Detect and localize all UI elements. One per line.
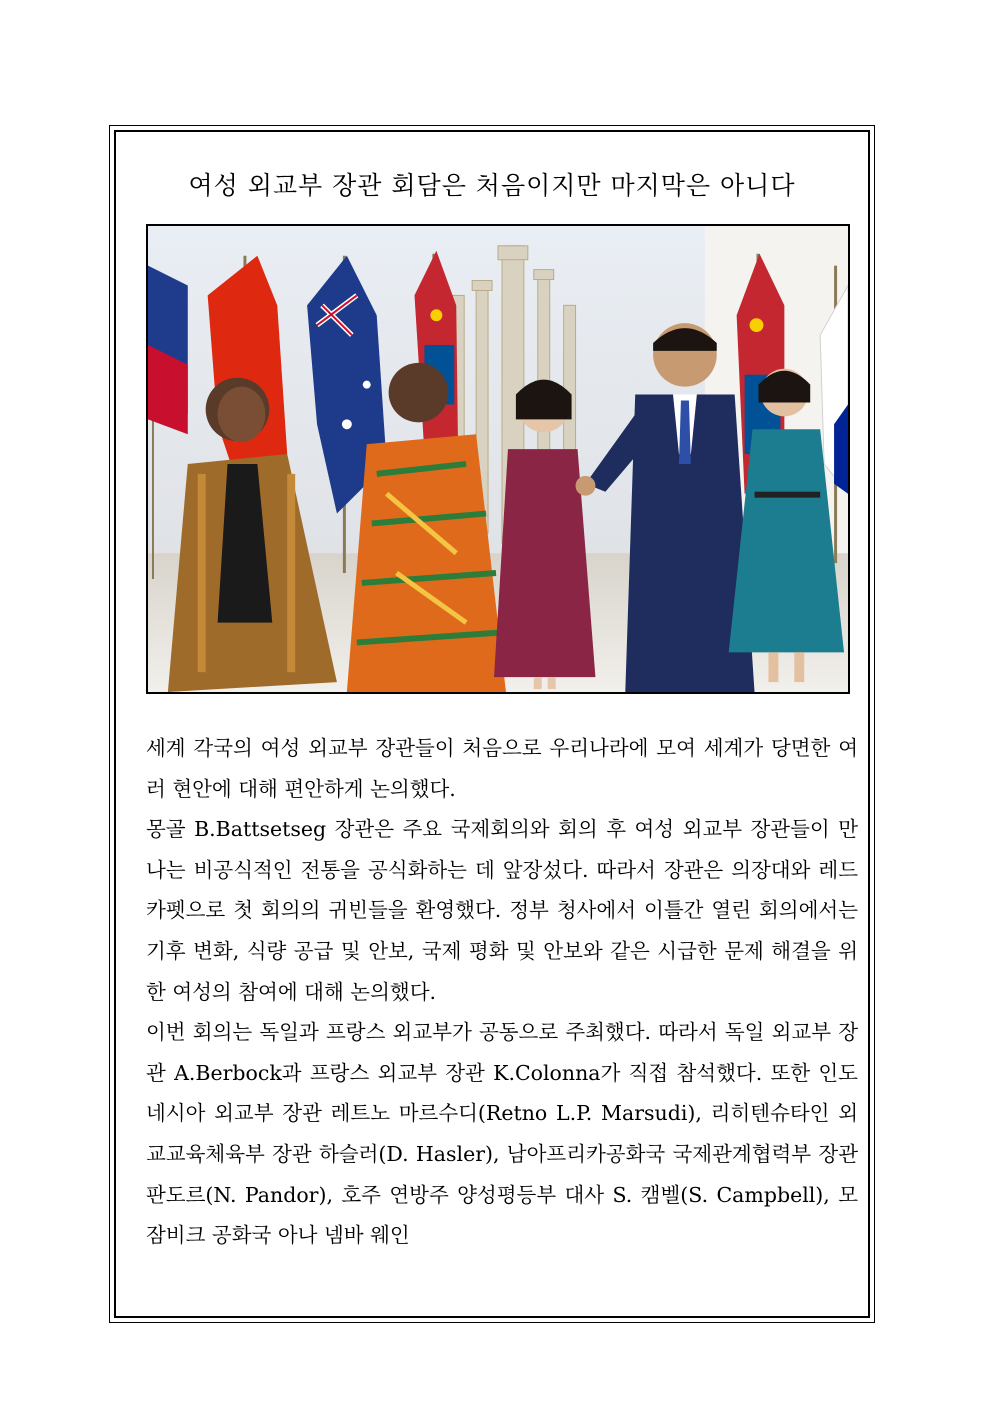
paragraph-1: 세계 각국의 여성 외교부 장관들이 처음으로 우리나라에 모여 세계가 당면한 여러 현안에 대해 편안하게 논의했다. [146,736,858,801]
article-body [146,728,858,1256]
photo-illustration [148,226,848,692]
article-title: 여성 외교부 장관 회담은 처음이지만 마지막은 아니다 [188,171,796,200]
article-photo [146,224,850,694]
page-border-outer [109,125,875,1323]
paragraph-2: 몽골 B.Battsetseg 장관은 주요 국제회의와 회의 후 여성 외교부 장관들이 만나는 비공식적인 전통을 공식화하는 데 앞장섰다. 따라서 장관은 의장대와 레드 카펫으로 첫 회의의 귀빈들을 환영했다. 정부 청사에서 이틀간 열린 회의에서는 기후 변화, 식량 공급 및 안보, 국제 평화 및 안보와 같은 시급한 문제 해결을 위한 여성의 참여에 대해 논의했다. [146,817,858,1004]
paragraph-3: 이번 회의는 독일과 프랑스 외교부가 공동으로 주최했다. 따라서 독일 외교부 장관 A.Berbock과 프랑스 외교부 장관 K.Colonna가 직접 참석했다. 또한 인도네시아 외교부 장관 레트노 마르수디(Retno L.P. Marsudi), 리히텐슈타인 외교교육체육부 장관 하슬러(D. Hasler), 남아프리카공화국 국제관계협력부 장관 판도르(N. Pandor), 호주 연방주 양성평등부 대사 S. 캠벨(S. Campbell), 모잠비크 공화국 아나 넴바 웨인 [146,1020,858,1248]
page-border-inner [114,130,870,1318]
